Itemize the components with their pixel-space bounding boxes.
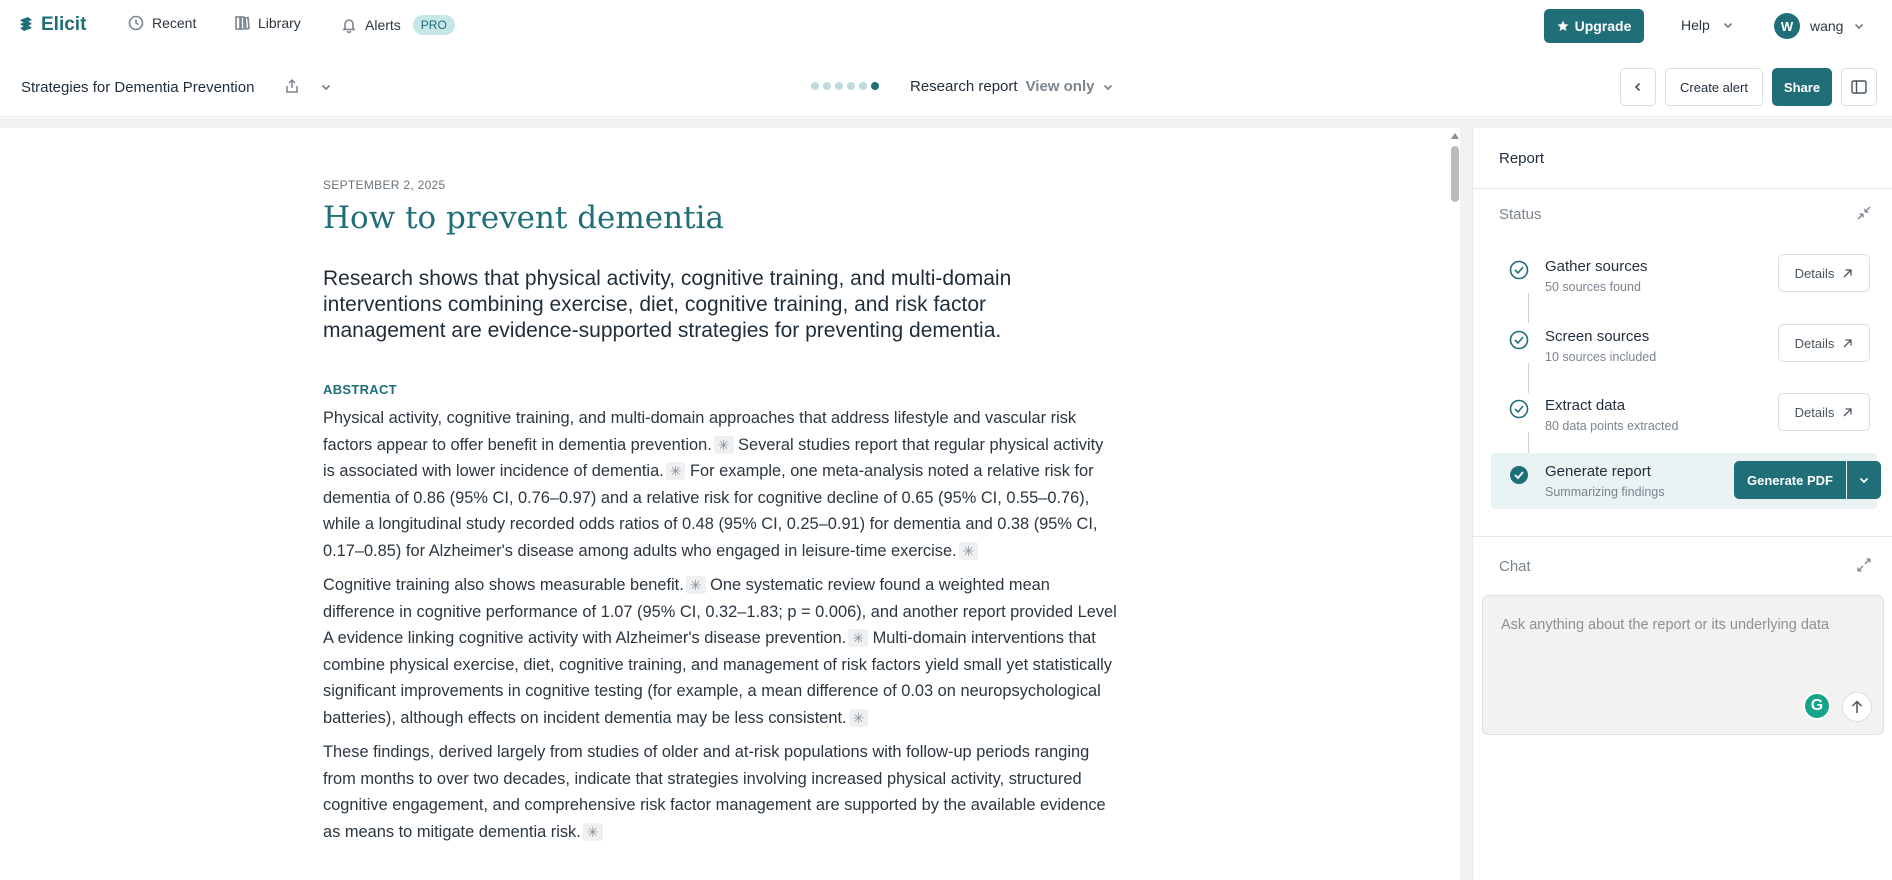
sentence: Several studies report that regular physical activity is associated with lower incidence of dementia.	[323, 435, 1104, 480]
step-name: Screen sources	[1545, 328, 1650, 345]
progress-dot	[823, 82, 831, 90]
sentence: One systematic review found a weighted mean difference in cognitive performance of 1.07 (95% CI, 0.32–1.83; p = 0.006), and another report provided Level A evidence linking cognitive activity with Alzheimer's disease prevention.	[323, 576, 1117, 647]
citation-marker[interactable]: ✳	[848, 629, 868, 647]
status-step	[1491, 322, 1877, 376]
step-detail: 50 sources found	[1545, 280, 1641, 294]
view-mode: View only	[1025, 78, 1095, 95]
nav-alerts[interactable]	[341, 15, 455, 35]
step-detail: Summarizing findings	[1545, 485, 1665, 499]
chevron-down-icon[interactable]	[320, 81, 332, 93]
generate-pdf-button[interactable]: Generate PDF	[1734, 461, 1846, 499]
elicit-logo-icon	[17, 16, 35, 34]
citation-marker[interactable]: ✳	[959, 542, 979, 560]
share-button[interactable]: Share	[1772, 68, 1832, 106]
arrow-up-right-icon	[1842, 268, 1853, 279]
sentence: Multi-domain interventions that combine physical exercise, diet, cognitive training, and management of risk factors yield small yet statistically significant improvements in cognitive testing (for example, a mean difference of 0.03 on neuropsychological batteries), although effects on incident dementia may be less consistent.	[323, 629, 1112, 727]
scroll-up-arrow[interactable]	[1451, 133, 1459, 139]
help-label: Help	[1681, 17, 1710, 33]
sentence: These findings, derived largely from studies of older and at-risk populations with follow-up periods ranging from months to over two decades, indicate that strategies involving increased physical activity, structured cognitive engagement, and comprehensive risk factor management are supported by the available evidence as means to mitigate dementia risk.	[323, 743, 1106, 841]
citation-marker[interactable]: ✳	[686, 576, 706, 594]
library-icon	[234, 15, 250, 31]
progress-dot	[847, 82, 855, 90]
check-circle-icon	[1509, 260, 1529, 280]
status-step	[1491, 252, 1877, 306]
nav-library-label: Library	[258, 15, 301, 31]
sidebar-title: Report	[1499, 150, 1545, 167]
citation-marker[interactable]: ✳	[714, 436, 734, 454]
nav-library[interactable]	[234, 15, 301, 31]
user-name: wang	[1810, 18, 1844, 34]
expand-icon[interactable]	[1857, 558, 1871, 572]
grammarly-icon[interactable]: G	[1803, 692, 1831, 720]
status-step-active	[1491, 453, 1877, 509]
star-icon	[1557, 20, 1569, 32]
article	[323, 178, 1118, 845]
abstract-paragraph	[323, 739, 1118, 845]
step-name: Extract data	[1545, 397, 1626, 414]
abstract-heading: ABSTRACT	[323, 382, 397, 397]
citation-marker[interactable]: ✳	[666, 462, 686, 480]
report-content	[0, 128, 1460, 880]
sentence: Cognitive training also shows measurable benefit.	[323, 576, 684, 594]
step-name: Generate report	[1545, 463, 1651, 480]
check-circle-filled-icon	[1509, 465, 1529, 485]
report-sidebar	[1472, 128, 1892, 880]
upgrade-button[interactable]	[1544, 9, 1644, 43]
progress-dot	[835, 82, 843, 90]
report-summary: Research shows that physical activity, cognitive training, and multi-domain interventions combining exercise, diet, cognitive training, and risk factor management are evidence-supported strategies for preventing dementia.	[323, 267, 1012, 342]
export-icon[interactable]	[284, 78, 300, 94]
abstract-paragraph	[323, 572, 1118, 731]
report-mode-selector[interactable]	[910, 78, 1114, 95]
generate-pdf-dropdown[interactable]	[1847, 461, 1881, 499]
upgrade-label: Upgrade	[1574, 18, 1632, 34]
details-button[interactable]	[1778, 324, 1870, 362]
pro-badge: PRO	[413, 15, 455, 35]
document-toolbar	[0, 52, 1892, 117]
sentence: Physical activity, cognitive training, and multi-domain approaches that address lifestyle and vascular risk factors appear to offer benefit in dementia prevention.	[323, 409, 1077, 454]
document-title[interactable]: Strategies for Dementia Prevention	[21, 79, 255, 96]
progress-dot	[859, 82, 867, 90]
report-date: SEPTEMBER 2, 2025	[323, 178, 446, 192]
sentence: For example, one meta-analysis noted a relative risk for dementia of 0.86 (95% CI, 0.76–0.97) and a relative risk for cognitive decline of 0.65 (95% CI, 0.55–0.76), while a longitudinal study recorded odds ratios of 0.48 (95% CI, 0.25–0.91) for dementia and 0.38 (95% CI, 0.17–0.85) for Alzheimer's disease among adults who engaged in leisure-time exercise.	[323, 462, 1098, 560]
clock-icon	[128, 15, 144, 31]
scroll-thumb[interactable]	[1451, 146, 1459, 202]
details-label: Details	[1794, 265, 1835, 281]
elicit-logo[interactable]	[17, 14, 86, 36]
citation-marker[interactable]: ✳	[849, 709, 869, 727]
chevron-down-icon	[1722, 19, 1734, 31]
progress-dot-active	[871, 82, 879, 90]
panel-divider	[1460, 128, 1472, 880]
send-button[interactable]	[1842, 692, 1872, 722]
step-detail: 10 sources included	[1545, 350, 1657, 364]
arrow-up-icon	[1851, 700, 1863, 714]
chevron-left-icon	[1632, 81, 1644, 93]
nav-alerts-label: Alerts	[365, 17, 401, 33]
status-step	[1491, 391, 1877, 445]
collapse-icon[interactable]	[1857, 206, 1871, 220]
check-circle-icon	[1509, 330, 1529, 350]
back-button[interactable]	[1620, 68, 1656, 106]
arrow-up-right-icon	[1842, 407, 1853, 418]
chat-placeholder: Ask anything about the report or its underlying data	[1501, 617, 1830, 633]
user-menu[interactable]	[1774, 13, 1865, 39]
details-button[interactable]	[1778, 393, 1870, 431]
page-title: How to prevent dementia	[323, 200, 724, 236]
create-alert-button[interactable]: Create alert	[1665, 68, 1763, 106]
toggle-panel-button[interactable]	[1841, 68, 1877, 106]
app-name: Elicit	[41, 14, 87, 35]
divider-band	[0, 118, 1892, 128]
chevron-down-icon	[1858, 474, 1870, 486]
step-detail: 80 data points extracted	[1545, 419, 1679, 433]
divider	[1473, 536, 1892, 537]
bell-icon	[341, 17, 357, 33]
citation-marker[interactable]: ✳	[583, 823, 603, 841]
status-heading: Status	[1499, 206, 1542, 223]
sidebar-panel-icon	[1851, 80, 1867, 94]
details-button[interactable]	[1778, 254, 1870, 292]
divider	[1473, 188, 1892, 189]
step-name: Gather sources	[1545, 258, 1648, 275]
avatar: W	[1774, 13, 1800, 39]
details-label: Details	[1794, 404, 1835, 420]
nav-recent-label: Recent	[152, 15, 197, 31]
progress-dots	[811, 82, 879, 90]
arrow-up-right-icon	[1842, 338, 1853, 349]
details-label: Details	[1794, 335, 1835, 351]
help-menu[interactable]	[1681, 17, 1734, 33]
chat-heading: Chat	[1499, 558, 1531, 575]
abstract-paragraph	[323, 405, 1118, 564]
report-type: Research report	[910, 78, 1018, 95]
top-bar	[0, 0, 1892, 52]
check-circle-icon	[1509, 399, 1529, 419]
progress-dot	[811, 82, 819, 90]
chevron-down-icon	[1102, 81, 1114, 93]
chevron-down-icon	[1853, 20, 1865, 32]
chat-input[interactable]	[1482, 595, 1884, 735]
nav-recent[interactable]	[128, 15, 196, 31]
